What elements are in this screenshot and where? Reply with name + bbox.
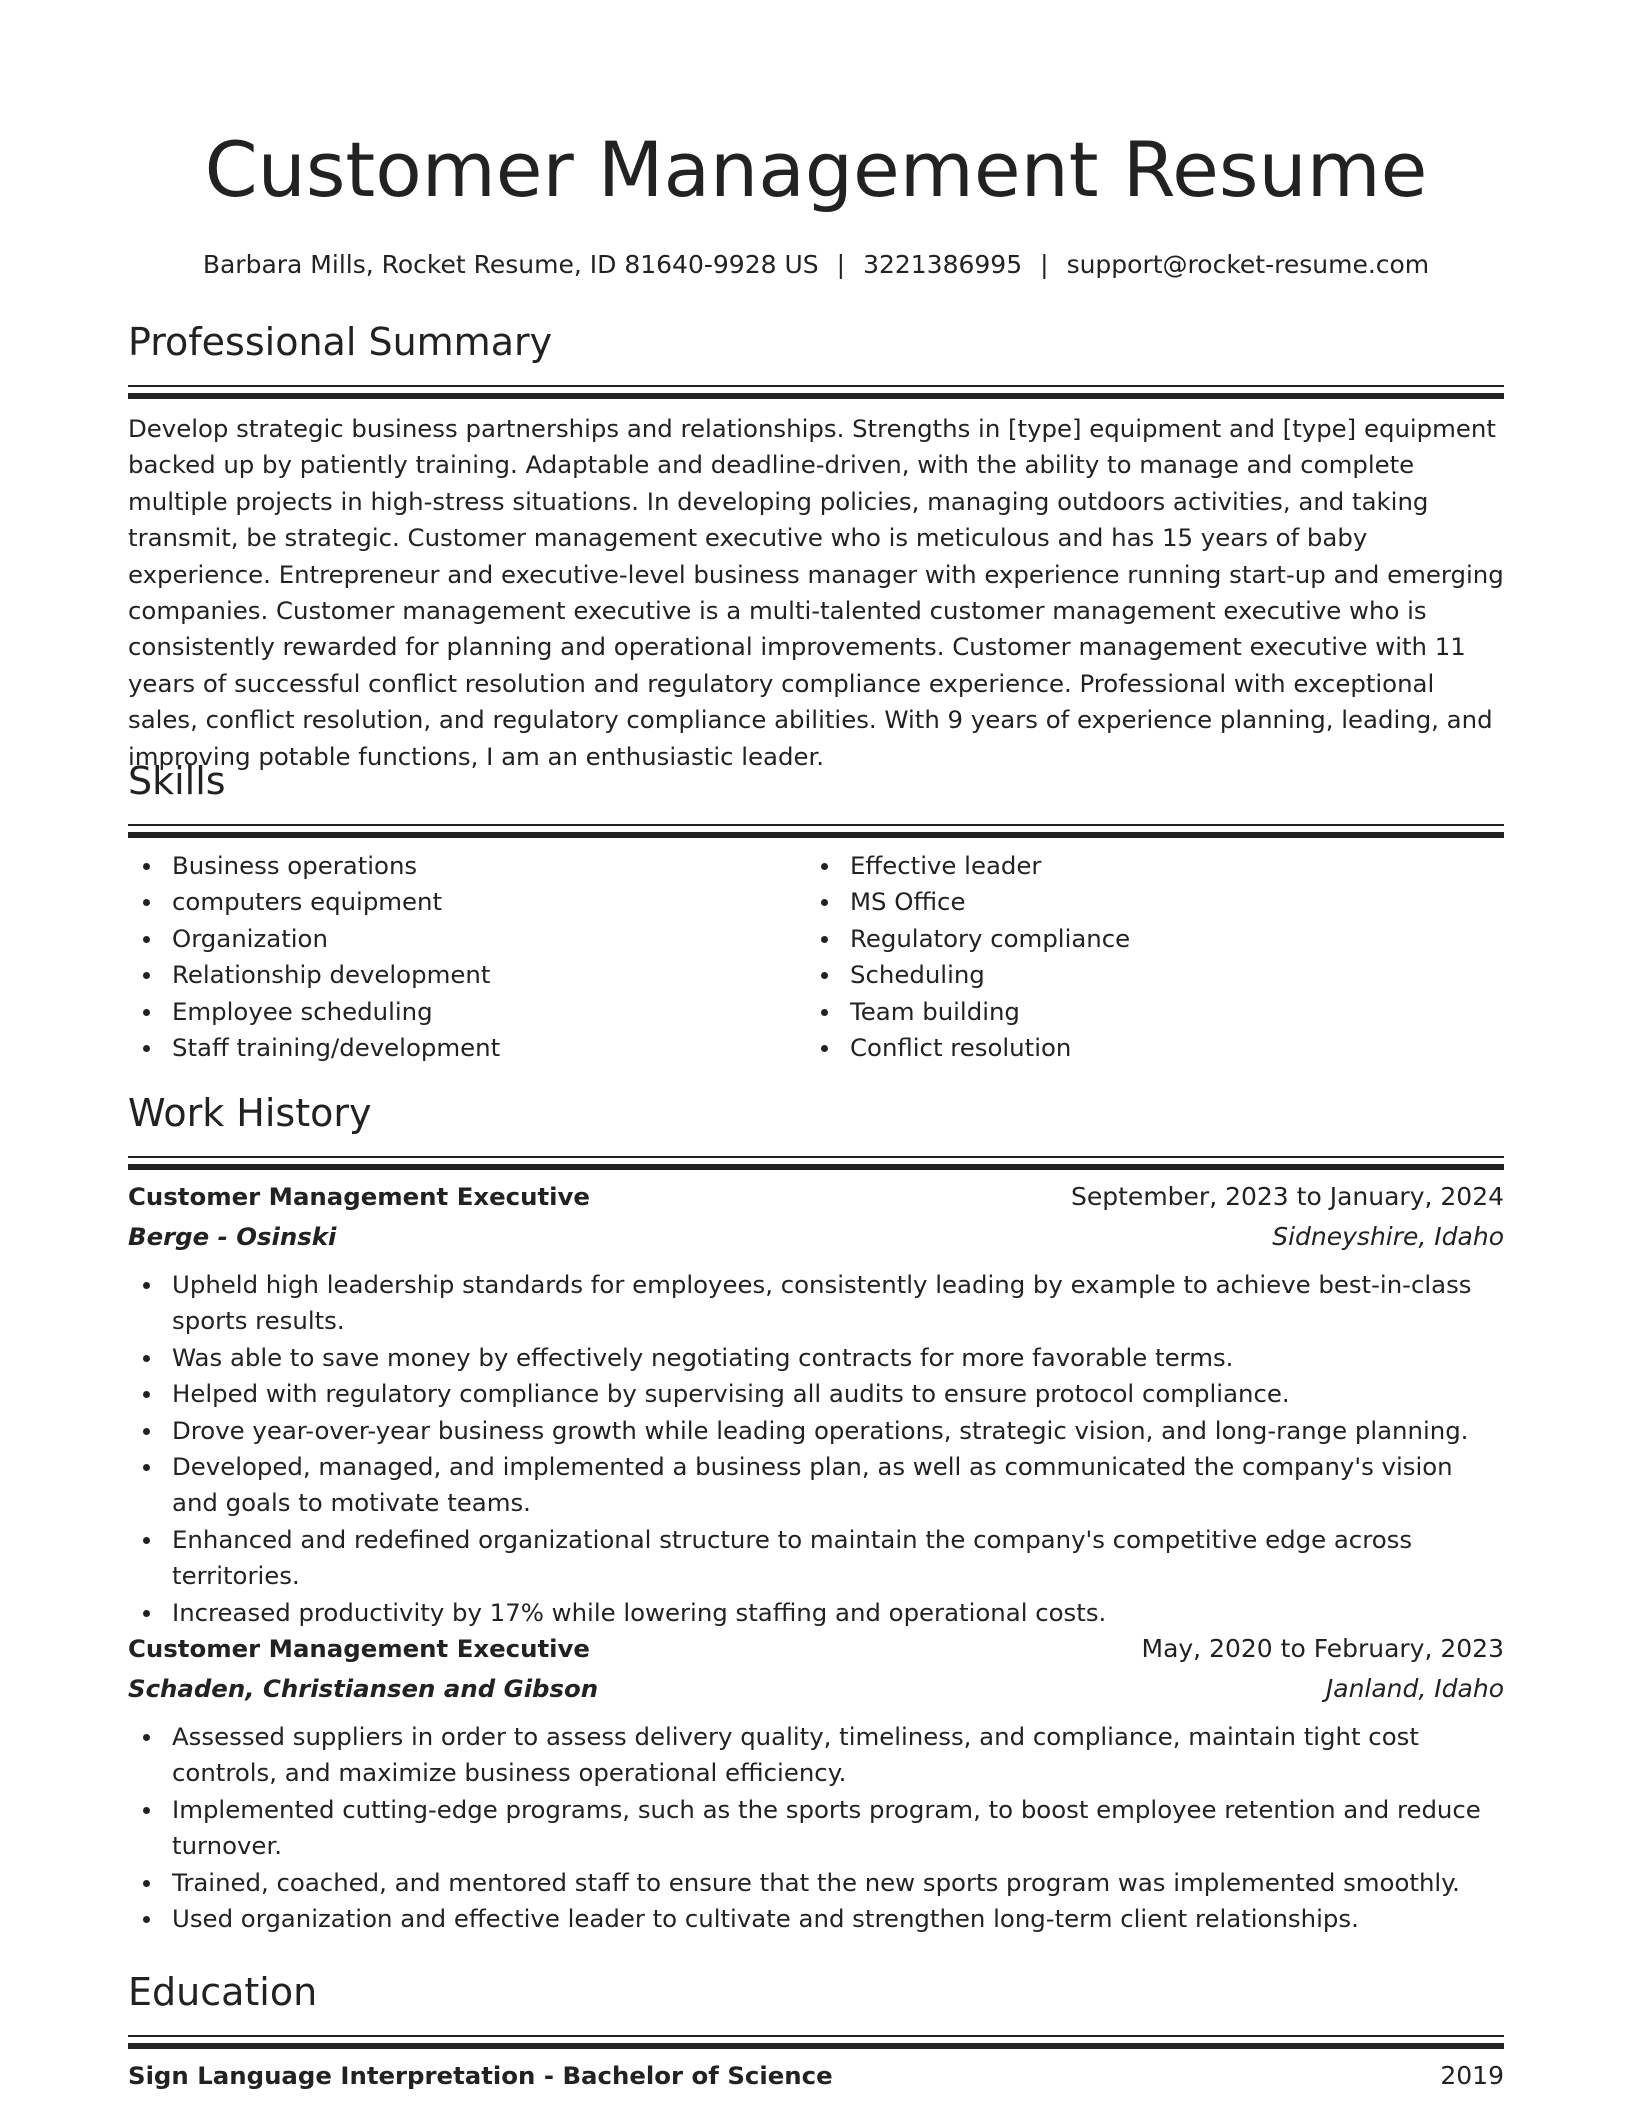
contact-separator: | (836, 250, 846, 279)
skills-column-left (128, 848, 806, 1066)
section-title: Work History (128, 1091, 372, 1135)
skills-section (128, 756, 1504, 1066)
job-bullet: Drove year-over-year business growth while leading operations, strategic vision, and long-range planning. (128, 1413, 1504, 1449)
job-location: Janland, Idaho (1325, 1674, 1504, 1703)
job-header (128, 1629, 1504, 1669)
job-bullet: Developed, managed, and implemented a business plan, as well as communicated the company's vision and goals to motivate teams. (128, 1449, 1504, 1522)
job-bullet: Was able to save money by effectively negotiating contracts for more favorable terms. (128, 1340, 1504, 1376)
section-title: Skills (128, 759, 226, 803)
job-company: Schaden, Christiansen and Gibson (128, 1674, 599, 1703)
education-header (128, 2056, 1504, 2096)
job-dates: September, 2023 to January, 2024 (1071, 1182, 1504, 1211)
job-title: Customer Management Executive (128, 1634, 590, 1663)
resume-title: Customer Management Resume (204, 125, 1428, 214)
job-subheader (128, 1217, 1504, 1257)
skill-item: Conflict resolution (806, 1030, 1484, 1066)
job-bullets (128, 1267, 1504, 1631)
skill-item: Relationship development (128, 957, 806, 993)
contact-phone: 3221386995 (863, 250, 1023, 279)
section-divider (128, 385, 1504, 397)
job-subheader (128, 1669, 1504, 1709)
section-title: Professional Summary (128, 320, 553, 364)
skill-item: computers equipment (128, 884, 806, 920)
skill-item: Team building (806, 994, 1484, 1030)
education-degree: Sign Language Interpretation - Bachelor of Science (128, 2061, 833, 2090)
skill-item: Regulatory compliance (806, 921, 1484, 957)
section-divider (128, 1156, 1504, 1168)
work-history-section (128, 1088, 1504, 1168)
skill-item: Business operations (128, 848, 806, 884)
job-bullet: Enhanced and redefined organizational structure to maintain the company's competitive edge across territories. (128, 1522, 1504, 1595)
education-year: 2019 (1440, 2061, 1504, 2090)
summary-text: Develop strategic business partnerships and relationships. Strengths in [type] equipment and [type] equipment backed up by patiently training. Adaptable and deadline-driven, with the ability to manage and complete multiple projects in high-stress situations. In developing policies, managing outdoors activities, and taking transmit, be strategic. Customer management executive who is meticulous and has 15 years of baby experience. Entrepreneur and executive-level business manager with experience running start-up and emerging companies. Customer management executive is a multi-talented customer management executive who is consistently rewarded for planning and operational improvements. Customer management executive with 11 years of successful conflict resolution and regulatory compliance experience. Professional with exceptional sales, conflict resolution, and regulatory compliance abilities. With 9 years of experience planning, leading, and improving potable functions, I am an enthusiastic leader. (128, 414, 1504, 771)
job-bullets (128, 1719, 1504, 1937)
education-entry (128, 2056, 1504, 2096)
skill-item: Employee scheduling (128, 994, 806, 1030)
professional-summary-section (128, 317, 1504, 775)
job-bullet: Implemented cutting-edge programs, such as the sports program, to boost employee retention and reduce turnover. (128, 1792, 1504, 1865)
job-entry (128, 1177, 1504, 1631)
resume-header (128, 0, 1504, 282)
skill-item: Scheduling (806, 957, 1484, 993)
job-bullet: Increased productivity by 17% while lowering staffing and operational costs. (128, 1595, 1504, 1631)
skill-item: Staff training/development (128, 1030, 806, 1066)
job-location: Sidneyshire, Idaho (1272, 1222, 1504, 1251)
job-title: Customer Management Executive (128, 1182, 590, 1211)
skills-list (128, 848, 1504, 1066)
section-divider (128, 2035, 1504, 2047)
section-divider (128, 824, 1504, 836)
job-header (128, 1177, 1504, 1217)
skill-item: Organization (128, 921, 806, 957)
job-bullet: Assessed suppliers in order to assess delivery quality, timeliness, and compliance, maintain tight cost controls, and maximize business operational efficiency. (128, 1719, 1504, 1792)
section-title: Education (128, 1970, 318, 2014)
skills-column-right (806, 848, 1484, 1066)
skill-item: MS Office (806, 884, 1484, 920)
education-section (128, 1967, 1504, 2047)
job-bullet: Used organization and effective leader to cultivate and strengthen long-term client relationships. (128, 1901, 1504, 1937)
skill-item: Effective leader (806, 848, 1484, 884)
contact-separator: | (1040, 250, 1049, 279)
job-dates: May, 2020 to February, 2023 (1141, 1634, 1504, 1663)
contact-email: support@rocket-resume.com (1066, 250, 1430, 279)
job-entry (128, 1629, 1504, 1937)
contact-address: Barbara Mills, Rocket Resume, ID 81640-9928 US (202, 250, 819, 279)
job-bullet: Upheld high leadership standards for employees, consistently leading by example to achieve best-in-class sports results. (128, 1267, 1504, 1340)
job-company: Berge - Osinski (128, 1222, 337, 1251)
job-bullet: Trained, coached, and mentored staff to ensure that the new sports program was implemented smoothly. (128, 1865, 1504, 1901)
job-bullet: Helped with regulatory compliance by supervising all audits to ensure protocol compliance. (128, 1376, 1504, 1412)
contact-line (128, 248, 1504, 282)
